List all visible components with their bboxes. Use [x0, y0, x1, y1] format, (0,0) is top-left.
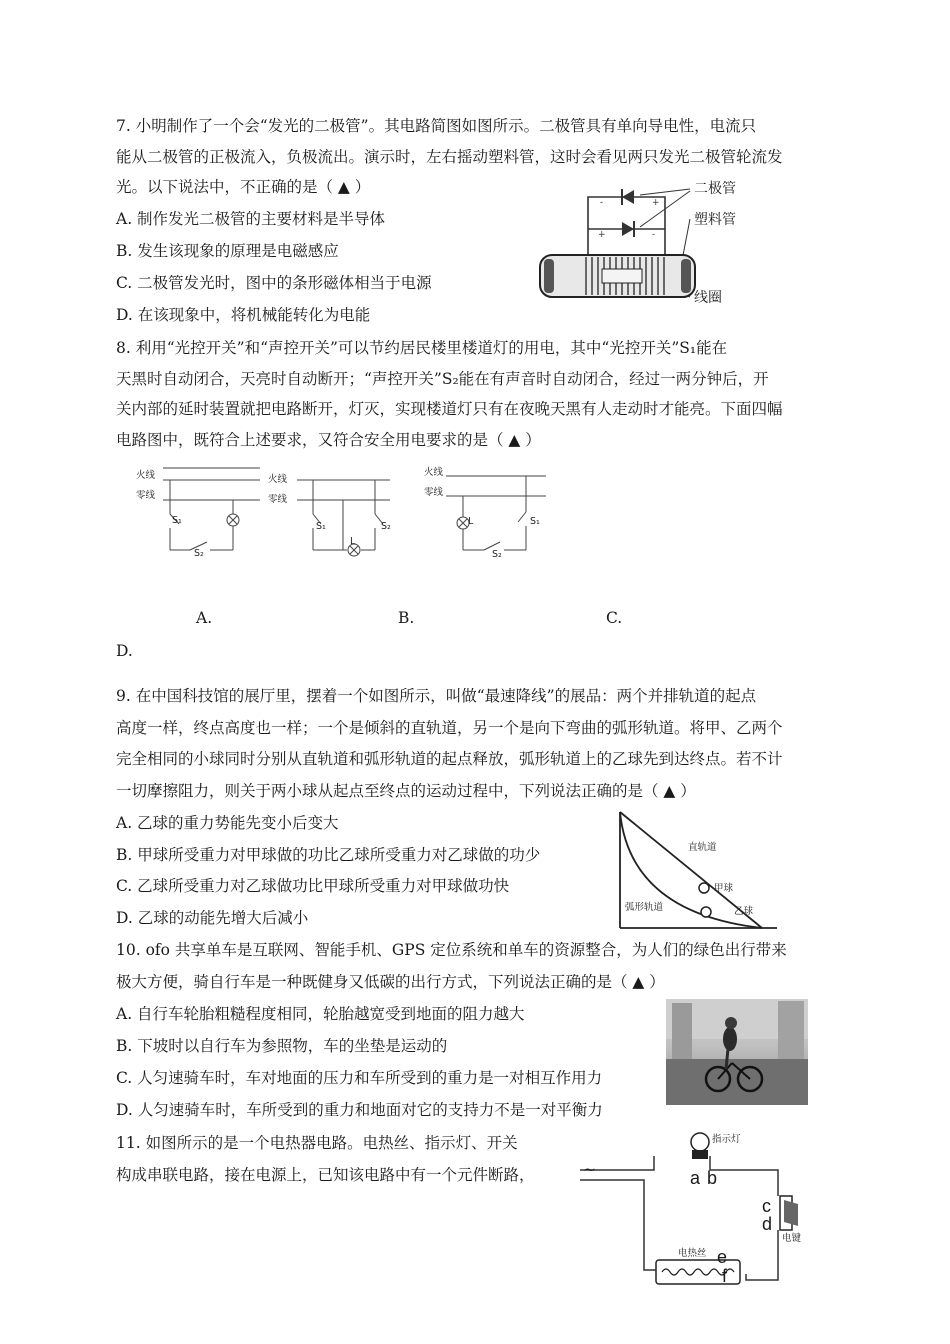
q7-bar-magnet — [602, 269, 642, 283]
q7-line3: 光。以下说法中，不正确的是（ ▲ ） — [116, 178, 371, 196]
q10-option-d: D. 人匀速骑车时，车所受到的重力和地面对它的支持力不是一对平衡力 — [116, 1101, 603, 1119]
q7-diode-1 — [622, 190, 634, 204]
q11-heater-circuit — [560, 1130, 820, 1290]
q11-wire-top-right — [710, 1156, 778, 1196]
q10-option-a: A. 自行车轮胎粗糙程度相同，轮胎越宽受到地面的阻力越大 — [116, 1005, 525, 1023]
q9-line4: 一切摩擦阻力，则关于两小球从起点至终点的运动过程中，下列说法正确的是（ ▲ ） — [116, 782, 696, 800]
q8-c-live-label: 火线 — [424, 467, 444, 478]
q9-line3: 完全相同的小球同时分别从直轨道和弧形轨道的起点释放，弧形轨道上的乙球先到达终点。若不计 — [116, 750, 783, 768]
q8-b-s1-label: S₁ — [316, 521, 326, 532]
q11-power-symbol: ~ — [583, 1161, 596, 1179]
q7-label-tube: 塑料管 — [694, 212, 736, 228]
q11-point-c: c — [762, 1196, 771, 1216]
q9-label-yi: 乙球 — [734, 906, 754, 917]
q8-option-c: C. — [606, 609, 623, 627]
q9-option-a: A. 乙球的重力势能先变小后变大 — [116, 814, 339, 832]
q9-ball-jia — [699, 883, 709, 893]
q11-label-switch: 电键 — [782, 1233, 802, 1244]
q11-point-a: a — [690, 1168, 701, 1188]
q8-b-s2-label: S₂ — [381, 521, 391, 532]
q8-b-live-label: 火线 — [268, 474, 288, 485]
q9-line2: 高度一样，终点高度也一样；一个是倾斜的直轨道，另一个是向下弯曲的弧形轨道。将甲、乙两个 — [116, 719, 783, 737]
q11-wire-right — [746, 1230, 778, 1280]
svg-text:-: - — [652, 230, 656, 240]
q11-point-d: d — [762, 1214, 773, 1234]
q11-wire-left — [580, 1180, 660, 1270]
q9-option-b: B. 甲球所受重力对甲球做的功比乙球所受重力对乙球做的功少 — [116, 846, 541, 864]
q8-a-live-label: 火线 — [136, 470, 156, 481]
q8-line3: 关内部的延时装置就把电路断开，灯灭，实现楼道灯只有在夜晚天黑有人走动时才能亮。下面四幅 — [116, 400, 783, 418]
q11-point-f: f — [722, 1266, 728, 1286]
svg-text:+: + — [652, 198, 660, 208]
q7-option-b: B. 发生该现象的原理是电磁感应 — [116, 242, 339, 260]
svg-text:+: + — [598, 230, 606, 240]
q11-label-indicator: 指示灯 — [712, 1134, 741, 1145]
q8-option-b: B. — [398, 609, 415, 627]
q9-label-jia: 甲球 — [714, 883, 734, 894]
q9-label-arc: 弧形轨道 — [625, 902, 664, 913]
q10-line2: 极大方便，骑自行车是一种既健身又低碳的出行方式，下列说法正确的是（ ▲ ） — [116, 973, 665, 991]
q8-a-neutral-label: 零线 — [136, 490, 156, 501]
q8-option-d: D. — [116, 642, 133, 660]
q9-label-straight: 直轨道 — [688, 842, 717, 853]
q11-heater — [656, 1260, 740, 1284]
q7-line2: 能从二极管的正极流入，负极流出。演示时，左右摇动塑料管，这时会看见两只发光二极管轮流发 — [116, 148, 783, 166]
q8-c-s2-label: S₂ — [492, 549, 502, 560]
q7-label-coil: 线圈 — [694, 290, 722, 306]
q9-option-d: D. 乙球的动能先增大后减小 — [116, 909, 309, 927]
q7-option-a: A. 制作发光二极管的主要材料是半导体 — [116, 210, 386, 228]
q9-line1: 9. 在中国科技馆的展厅里，摆着一个如图所示，叫做“最速降线”的展品：两个并排轨道的起点 — [116, 687, 757, 705]
svg-text:-: - — [600, 198, 604, 208]
q10-line1: 10. ofo 共享单车是互联网、智能手机、GPS 定位系统和单车的资源整合，为人们的绿色出行带来 — [116, 941, 787, 959]
q11-point-e: e — [717, 1247, 728, 1267]
q10-option-b: B. 下坡时以自行车为参照物，车的坐垫是运动的 — [116, 1037, 448, 1055]
q11-indicator-lamp — [691, 1133, 709, 1151]
q7-option-d: D. 在该现象中，将机械能转化为电能 — [116, 306, 371, 324]
q8-option-a: A. — [196, 609, 213, 627]
q9-option-c: C. 乙球所受重力对乙球做功比甲球所受重力对甲球做功快 — [116, 877, 510, 895]
q8-b-lamp-label: L — [350, 536, 356, 547]
q9-ball-yi — [701, 907, 711, 917]
q11-line1: 11. 如图所示的是一个电热器电路。电热丝、指示灯、开关 — [116, 1134, 518, 1152]
q11-line2: 构成串联电路，接在电源上，已知该电路中有一个元件断路， — [116, 1166, 535, 1184]
q8-b-neutral-label: 零线 — [268, 494, 288, 505]
q7-line1: 7. 小明制作了一个会“发光的二极管”。其电路简图如图所示。二极管具有单向导电性，电流只 — [116, 117, 757, 135]
q7-label-diode: 二极管 — [694, 181, 736, 197]
q8-line1: 8. 利用“光控开关”和“声控开关”可以节约居民楼里楼道灯的用电，其中“光控开关”S₁能在 — [116, 339, 728, 357]
q8-c-s1-label: S₁ — [530, 516, 540, 527]
q8-c-neutral-label: 零线 — [424, 487, 444, 498]
q7-diode-2 — [622, 222, 634, 236]
q10-cyclist-photo — [666, 999, 808, 1105]
q8-a-s2-label: S₂ — [194, 548, 204, 559]
q8-line4: 电路图中，既符合上述要求，又符合安全用电要求的是（ ▲ ） — [116, 431, 541, 449]
q8-c-lamp-label: L — [468, 516, 474, 527]
q11-point-b: b — [707, 1168, 718, 1188]
q11-label-heater: 电热丝 — [678, 1248, 707, 1259]
q7-option-c: C. 二极管发光时，图中的条形磁体相当于电源 — [116, 274, 432, 292]
q8-line2: 天黑时自动闭合，天亮时自动断开；“声控开关”S₂能在有声音时自动闭合，经过一两分钟后，开 — [116, 370, 769, 388]
q8-a-s1-label: S₁ — [172, 515, 182, 526]
q10-option-c: C. 人匀速骑车时，车对地面的压力和车所受到的重力是一对相互作用力 — [116, 1069, 603, 1087]
